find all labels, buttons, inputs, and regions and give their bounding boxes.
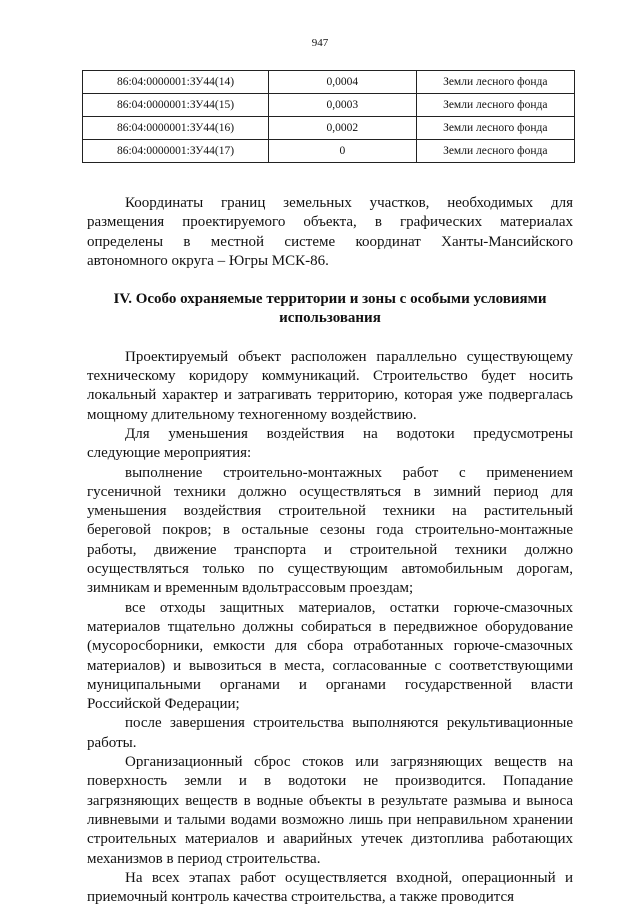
area-cell: 0 [269,140,416,163]
area-cell: 0,0004 [269,71,416,94]
section-heading [87,290,573,329]
table-row [83,94,575,117]
table-row [83,71,575,94]
table-row [83,140,575,163]
measure-list-item: выполнение строительно-монтажных работ с применением гусеничной техники должно осуществляться в зимний период для уменьшения воздействия строительной техники на растительный береговой покров; в остальные сезоны года строительно-монтажные работы, движение транспорта и строительной техники должно осуществляться только по существующим автомобильным дорогам, зимникам и временным вдольтрассовым проездам; [87,464,573,597]
cadastral-number-cell: 86:04:0000001:ЗУ44(16) [83,117,269,140]
land-category-cell: Земли лесного фонда [416,94,574,117]
land-category-cell: Земли лесного фонда [416,140,574,163]
land-plots-table [82,70,575,163]
measure-list-item: все отходы защитных материалов, остатки горюче-смазочных материалов тщательно должны собираться в передвижное оборудование (мусоросборники, емкости для сбора отработанных горюче-смазочных материалов) и вывозиться в места, согласованные с соответствующими муниципальными органами и органами государственной власти Российской Федерации; [87,599,573,713]
cadastral-number-cell: 86:04:0000001:ЗУ44(14) [83,71,269,94]
page-number: 947 [311,37,329,49]
coordinates-paragraph: Координаты границ земельных участков, необходимых для размещения проектируемого объекта, в графических материалах определены в местной системе координат Ханты-Мансийского автономного округа – Югры МСК-86. [87,195,573,269]
document-body [87,194,573,907]
table-row [83,117,575,140]
body-paragraph: На всех этапах работ осуществляется входной, операционный и приемочный контроль качества строительства, а также проводится [87,869,573,906]
measure-list-item: после завершения строительства выполняются рекультивационные работы. [87,715,573,751]
body-paragraph: Организационный сброс стоков или загрязняющих веществ на поверхность земли и в водотоки не производится. Попадание загрязняющих веществ в водные объекты в результате размыва и выноса ливневыми и талыми водами возможно лишь при неправильном хранении строительных материалов и аварийных утечек дизтоплива работающих механизмов в период строительства. [87,754,573,867]
land-category-cell: Земли лесного фонда [416,117,574,140]
area-cell: 0,0002 [269,117,416,140]
section-heading-line1: IV. Особо охраняемые территории и зоны с особыми условиями [113,291,547,308]
section-heading-line2: использования [279,310,381,327]
cadastral-number-cell: 86:04:0000001:ЗУ44(15) [83,94,269,117]
cadastral-number-cell: 86:04:0000001:ЗУ44(17) [83,140,269,163]
body-paragraph: Для уменьшения воздействия на водотоки предусмотрены следующие мероприятия: [87,425,573,462]
area-cell: 0,0003 [269,94,416,117]
body-paragraph: Проектируемый объект расположен параллельно существующему техническому коридору коммуникаций. Строительство будет носить локальный характер и затрагивать территорию, которая уже подвергалась мощному длительному техногенному воздействию. [87,348,573,423]
land-category-cell: Земли лесного фонда [416,71,574,94]
